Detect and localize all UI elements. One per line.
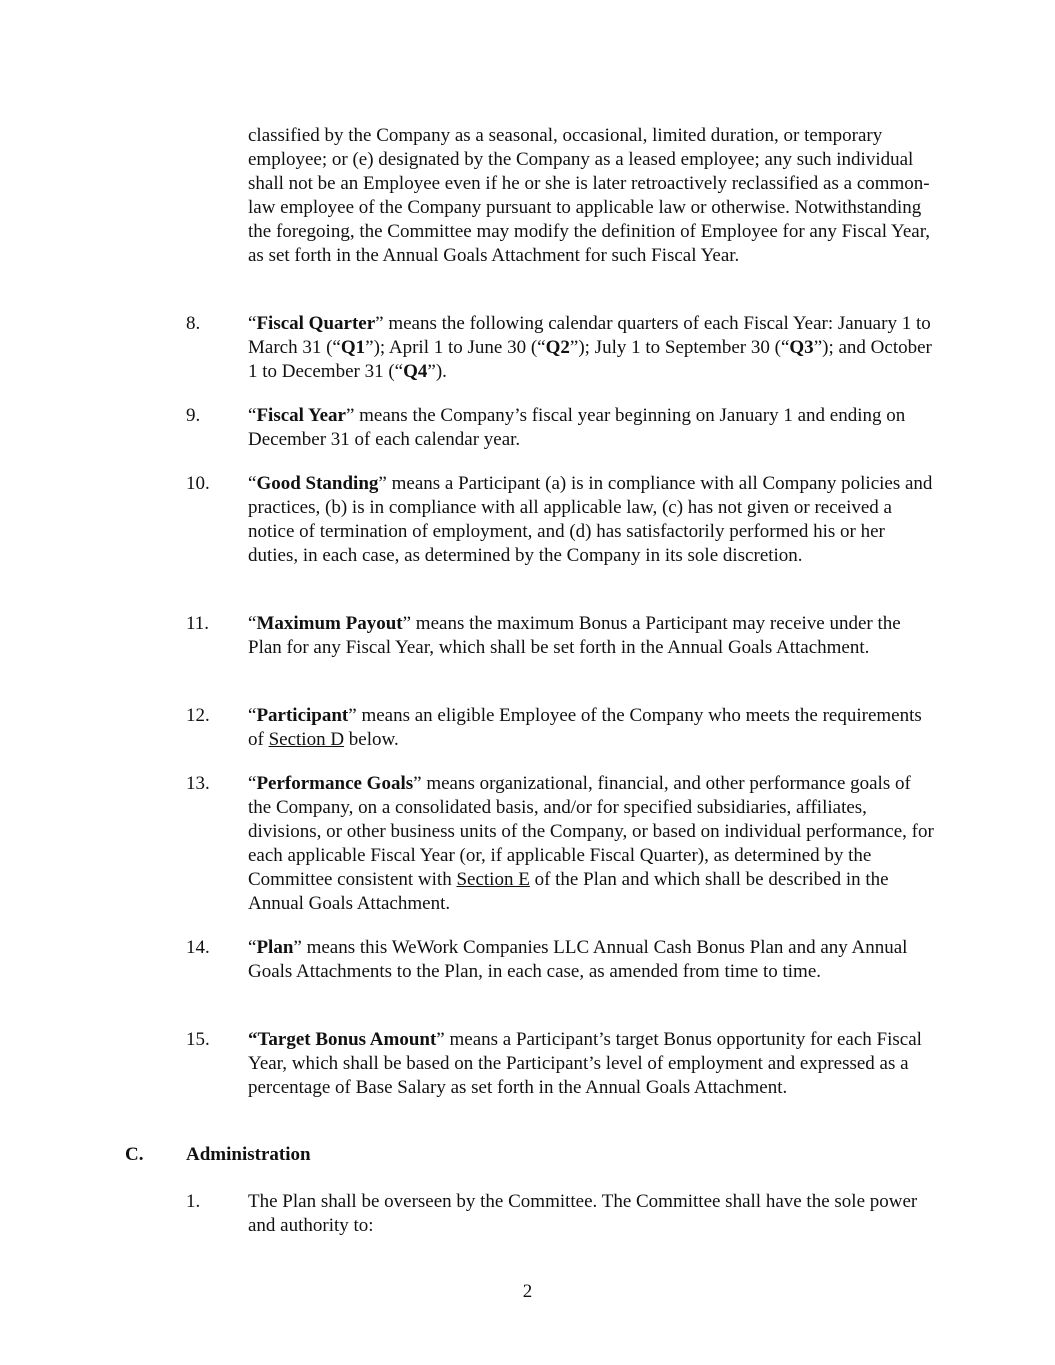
open-quote: “ (248, 705, 257, 726)
definition-body: below. (344, 729, 399, 750)
section-letter: C. (125, 1144, 144, 1165)
definition-text (248, 1028, 938, 1100)
definition-number: 15. (186, 1029, 210, 1050)
defined-term: Plan (256, 937, 294, 958)
definition-body: ” means this WeWork Companies LLC Annual Cash Bonus Plan and any Annual Goals Attachments to the Plan, in each case, as amended from time to time. (248, 937, 908, 982)
definition-body: ”); and October 1 to December 31 (“ (248, 337, 932, 382)
defined-term: Q3 (789, 337, 814, 358)
definition-body: ” means the maximum Bonus a Participant may receive under the Plan for any Fiscal Year, which shall be set forth in the Annual Goals Attachment. (248, 613, 901, 658)
definition-text (248, 472, 938, 568)
definition-text (248, 612, 938, 660)
definition-number: 12. (186, 705, 210, 726)
open-quote: “ (248, 313, 257, 334)
defined-term: Performance Goals (256, 773, 414, 794)
definition-number: 11. (186, 613, 210, 634)
definition-body: ” means organizational, financial, and other performance goals of the Company, on a consolidated basis, and/or for specified subsidiaries, affiliates, divisions, or other business units of the Company, or based on individual performance, for each applicable Fiscal Year (or, if applicable Fiscal Quarter), as determined by the Committee consistent with (248, 773, 934, 890)
section-title: Administration (186, 1144, 311, 1165)
page-number: 2 (522, 1281, 533, 1302)
definition-text (248, 772, 938, 916)
open-quote: “ (248, 773, 257, 794)
definition-number: 8. (186, 313, 201, 334)
section-reference: Section E (456, 869, 530, 890)
definition-body: ” means the Company’s fiscal year beginning on January 1 and ending on December 31 of each calendar year. (248, 405, 906, 450)
defined-term: Q1 (340, 337, 366, 358)
definition-body: ” means a Participant (a) is in compliance with all Company policies and practices, (b) is in compliance with all applicable law, (c) has not given or received a notice of termination of employment, and (d) has satisfactorily performed his or her duties, in each case, as determined by the Company in its sole discretion. (248, 473, 933, 566)
open-quote: “ (248, 937, 257, 958)
definition-text (248, 404, 938, 452)
definition-text (248, 936, 938, 984)
definition-number: 9. (186, 405, 201, 426)
defined-term: Fiscal Year (256, 405, 346, 426)
definition-body: ”); July 1 to September 30 (“ (569, 337, 790, 358)
defined-term: Maximum Payout (256, 613, 403, 634)
item-number: 1. (186, 1191, 201, 1212)
item-text: The Plan shall be overseen by the Committee. The Committee shall have the sole power and authority to: (248, 1191, 918, 1236)
definition-body: ”); April 1 to June 30 (“ (365, 337, 546, 358)
definition-text (248, 704, 938, 752)
open-quote: “ (248, 473, 257, 494)
defined-term: Good Standing (256, 473, 379, 494)
open-quote: “ (248, 405, 257, 426)
definition-body: of the Plan and which shall be described in the Annual Goals Attachment. (248, 869, 889, 914)
section-reference: Section D (268, 729, 345, 750)
definition-body: ” means an eligible Employee of the Company who meets the requirements of (248, 705, 922, 750)
definition-body: ” means a Participant’s target Bonus opportunity for each Fiscal Year, which shall be based on the Participant’s level of employment and expressed as a percentage of Base Salary as set forth in the Annual Goals Attachment. (248, 1029, 922, 1098)
defined-term: Participant (256, 705, 349, 726)
definition-number: 10. (186, 473, 210, 494)
definition-body: ”). (427, 361, 447, 382)
definition-body: ” means the following calendar quarters of each Fiscal Year: January 1 to March 31 (“ (248, 313, 931, 358)
open-quote: “ (248, 613, 257, 634)
definition-text (248, 312, 938, 384)
definition-number: 14. (186, 937, 210, 958)
defined-term: “Target Bonus Amount (248, 1029, 437, 1050)
definition-number: 13. (186, 773, 210, 794)
defined-term: Fiscal Quarter (256, 313, 376, 334)
defined-term: Q4 (403, 361, 428, 382)
defined-term: Q2 (545, 337, 570, 358)
continued-paragraph: classified by the Company as a seasonal, occasional, limited duration, or temporary employee; or (e) designated by the Company as a leased employee; any such individual shall not be an Employee even if he or she is later retroactively reclassified as a common-law employee of the Company pursuant to applicable law or otherwise. Notwithstanding the foregoing, the Committee may modify the definition of Employee for any Fiscal Year, as set forth in the Annual Goals Attachment for such Fiscal Year. (248, 125, 931, 266)
